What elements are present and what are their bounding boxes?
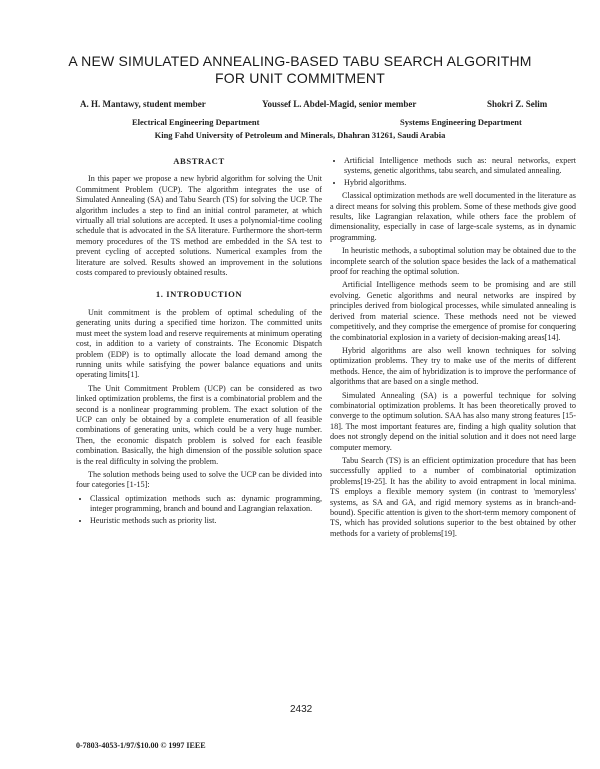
body-paragraph: Simulated Annealing (SA) is a powerful technique for solving combinatorial optimization problems. It has been theoretically proved to converge to the optimum solution. SAA has also many strong features [15-18]. The most important features are, finding a high quality solution that does not strongly depend on the initial solution and it does not need large computer memory. — [330, 390, 576, 452]
intro-paragraph: The solution methods being used to solve the UCP can be divided into four categories [1-15]: — [76, 469, 322, 490]
methods-list — [76, 494, 322, 526]
introduction-heading: 1. INTRODUCTION — [155, 289, 243, 300]
department-2: Systems Engineering Department — [400, 117, 522, 127]
left-column — [76, 156, 322, 529]
department-1: Electrical Engineering Department — [132, 117, 260, 127]
page-number: 2432 — [290, 704, 313, 715]
list-item: • Classical optimization methods such as: dynamic programming, integer programming, branch and bound and Lagrangian relaxation. — [90, 494, 322, 515]
body-paragraph: Classical optimization methods are well documented in the literature as a direct means for solving this problem. Some of these methods give good results, like Lagrangian relaxation, while others face the problem of dimensionality, especially in case of large-scale systems, as in dynamic programming. — [330, 191, 576, 242]
copyright-notice: 0-7803-4053-1/97/$10.00 © 1997 IEEE — [76, 741, 206, 750]
intro-paragraph: The Unit Commitment Problem (UCP) can be considered as two linked optimization problems, the first is a combinatorial problem and the second is a nonlinear programming problem. The exact solution of the UCP can only be obtained by a complete enumeration of all feasible combinations of generating units, which could be a very huge number. Then, the economic dispatch problem is solved for each feasible combination. Basically, the high dimension of the possible solution space is the real difficulty in solving the problem. — [76, 383, 322, 466]
author-line — [0, 99, 600, 113]
author-3: Shokri Z. Selim — [487, 99, 548, 109]
list-item: • Artificial Intelligence methods such as: neural networks, expert systems, genetic algorithms, tabu search, and simulated annealing. — [344, 156, 576, 177]
department-line — [0, 117, 600, 129]
intro-paragraph: Unit commitment is the problem of optimal scheduling of the generating units during a specified time horizon. The committed units must meet the system load and reserve requirements at minimum operating cost, in addition to a variety of constraints. The Economic Dispatch problem (EDP) is to optimally allocate the load demand among the running units while satisfying the power balance equations and units operating limits[1]. — [76, 307, 323, 380]
abstract-text: In this paper we propose a new hybrid algorithm for solving the Unit Commitment Problem (UCP). The algorithm integrates the use of Simulated Annealing (SA) and Tabu Search (TS) for solving the UCP. The algorithm includes a step to find an initial control parameter, at which virtually all trial solutions are accepted. It uses a polynomial-time cooling schedule that is advocated in the SA literature. Furthermore the short-term memory procedures of the TS method are embedded in the SA test to prevent cycling of accepted solutions. Numerical examples from the literature are solved. Results showed an improvement in the solutions costs compared to previously obtained results. — [76, 174, 322, 278]
author-1: A. H. Mantawy, student member — [80, 99, 206, 109]
paper-title: A NEW SIMULATED ANNEALING-BASED TABU SEARCH ALGORITHM FOR UNIT COMMITMENT — [68, 53, 532, 86]
author-2: Youssef L. Abdel-Magid, senior member — [262, 99, 417, 109]
abstract-heading: ABSTRACT — [173, 156, 225, 166]
university-affiliation: King Fahd University of Petroleum and Minerals, Dhahran 31261, Saudi Arabia — [154, 130, 446, 140]
list-item: • Heuristic methods such as priority list. — [90, 516, 322, 526]
list-item: • Hybrid algorithms. — [344, 178, 576, 188]
body-paragraph: Artificial Intelligence methods seem to be promising and are still evolving. Genetic algorithms and neural networks are inspired by principles derived from biological processes, while simulated annealing is derived from material science. These methods need not be viewed competitively, and they comprise the emergence of promise for conquering the combinatorial explosion in a variety of decision-making areas[14]. — [330, 280, 576, 342]
body-paragraph: Tabu Search (TS) is an efficient optimization procedure that has been successfully applied to a number of combinatorial optimization problems[19-25]. It has the ability to avoid entrapment in local minima. TS employs a flexible memory system (in contrast to 'memoryless' systems, as SA and GA, and rigid memory systems as in branch-and-bound). Specific attention is given to the short-term memory component of TS, which has provided solutions superior to the best obtained by other methods for a variety of problems[19]. — [330, 455, 576, 538]
body-paragraph: Hybrid algorithms are also well known techniques for solving optimization problems. They try to make use of the merits of different methods. Hence, the aim of hybridization is to improve the performance of algorithms that are based on a single method. — [330, 345, 576, 387]
right-column — [330, 156, 576, 542]
methods-list-continued — [330, 156, 576, 188]
body-paragraph: In heuristic methods, a suboptimal solution may be obtained due to the incomplete search of the solution space besides the lack of a mathematical proof for reaching the optimal solution. — [330, 246, 576, 277]
